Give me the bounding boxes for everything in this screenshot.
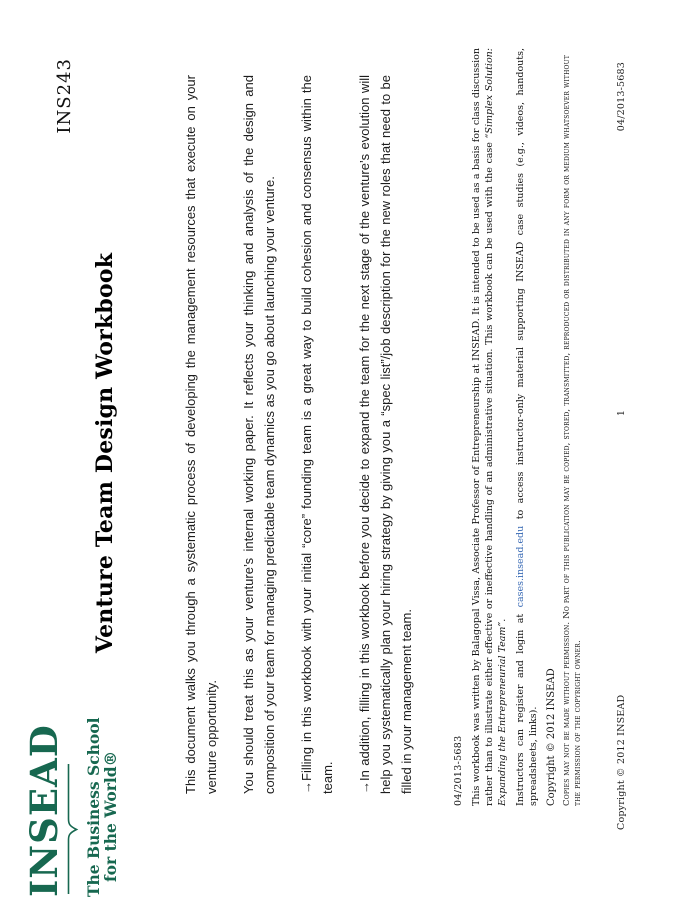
body-text [180,75,433,794]
paragraph-intro: This document walks you through a systematic process of developing the management resources that execute on your venture opportunity. [183,75,219,794]
case-title-reference: “Simplex Solution: Expanding the Entrepreneurial Team”. [484,47,508,806]
logo-tagline-line1: The Business School [84,717,103,897]
instructors-note [514,48,540,806]
footer-doc-ref: 04/2013-5683 [616,62,627,132]
logo-tagline-line2: for the World® [101,750,120,882]
instructors-text-pre: Instructors can register and login at [515,607,526,806]
paragraph-treatment: You should treat this as your venture’s internal working paper. It reflects your thinking and analysis of the design and composition of your team for managing predictable team dynamics as you go about launching your venture. [241,75,277,794]
page-title: Venture Team Design Workbook [92,252,118,654]
bullet-expansion: →In addition, filling in this workbook before you decide to expand the team for the next stage of the venture’s evolution will help you systematically plan your hiring strategy by giving you a “spec list”/job description for the new roles that need to be filled in your management team. [357,75,414,794]
footer-copyright: Copyright © 2012 INSEAD [616,694,627,830]
footnote-block [452,48,584,806]
attribution-note [470,48,509,806]
page-footer [616,62,627,830]
instructors-text-post: to access instructor-only material supporting INSEAD case studies (e.g., videos, handouts, spreadsheets, links). [515,47,539,806]
legal-note: Copies may not be made without permission. No part of this publication may be copied, stored, transmitted, reproduced or distributed in any form or medium whatsoever without the permission of the copyright owner. [562,54,583,806]
footer-page-number: 1 [616,409,627,417]
insead-cases-link[interactable]: cases.insead.edu [515,525,526,608]
footnote-doc-ref: 04/2013-5683 [453,735,464,806]
insead-wordmark: INSEAD [22,724,66,897]
logo-brace-icon [67,763,79,895]
copyright-note: Copyright © 2012 INSEAD [546,668,557,806]
bullet-core-team: →Filling in this workbook with your initial “core” founding team is a great way to build cohesion and consensus within the team. [299,75,335,794]
case-code: INS243 [54,58,75,134]
attribution-text: This workbook was written by Balagopal Vissa, Associate Professor of Entrepreneurship at INSEAD. It is intended to be used as a basis for class discussion rather than to illustrate either effective or ineffective handling of an administrative situation. This workbook can be used with the case [471,48,495,806]
